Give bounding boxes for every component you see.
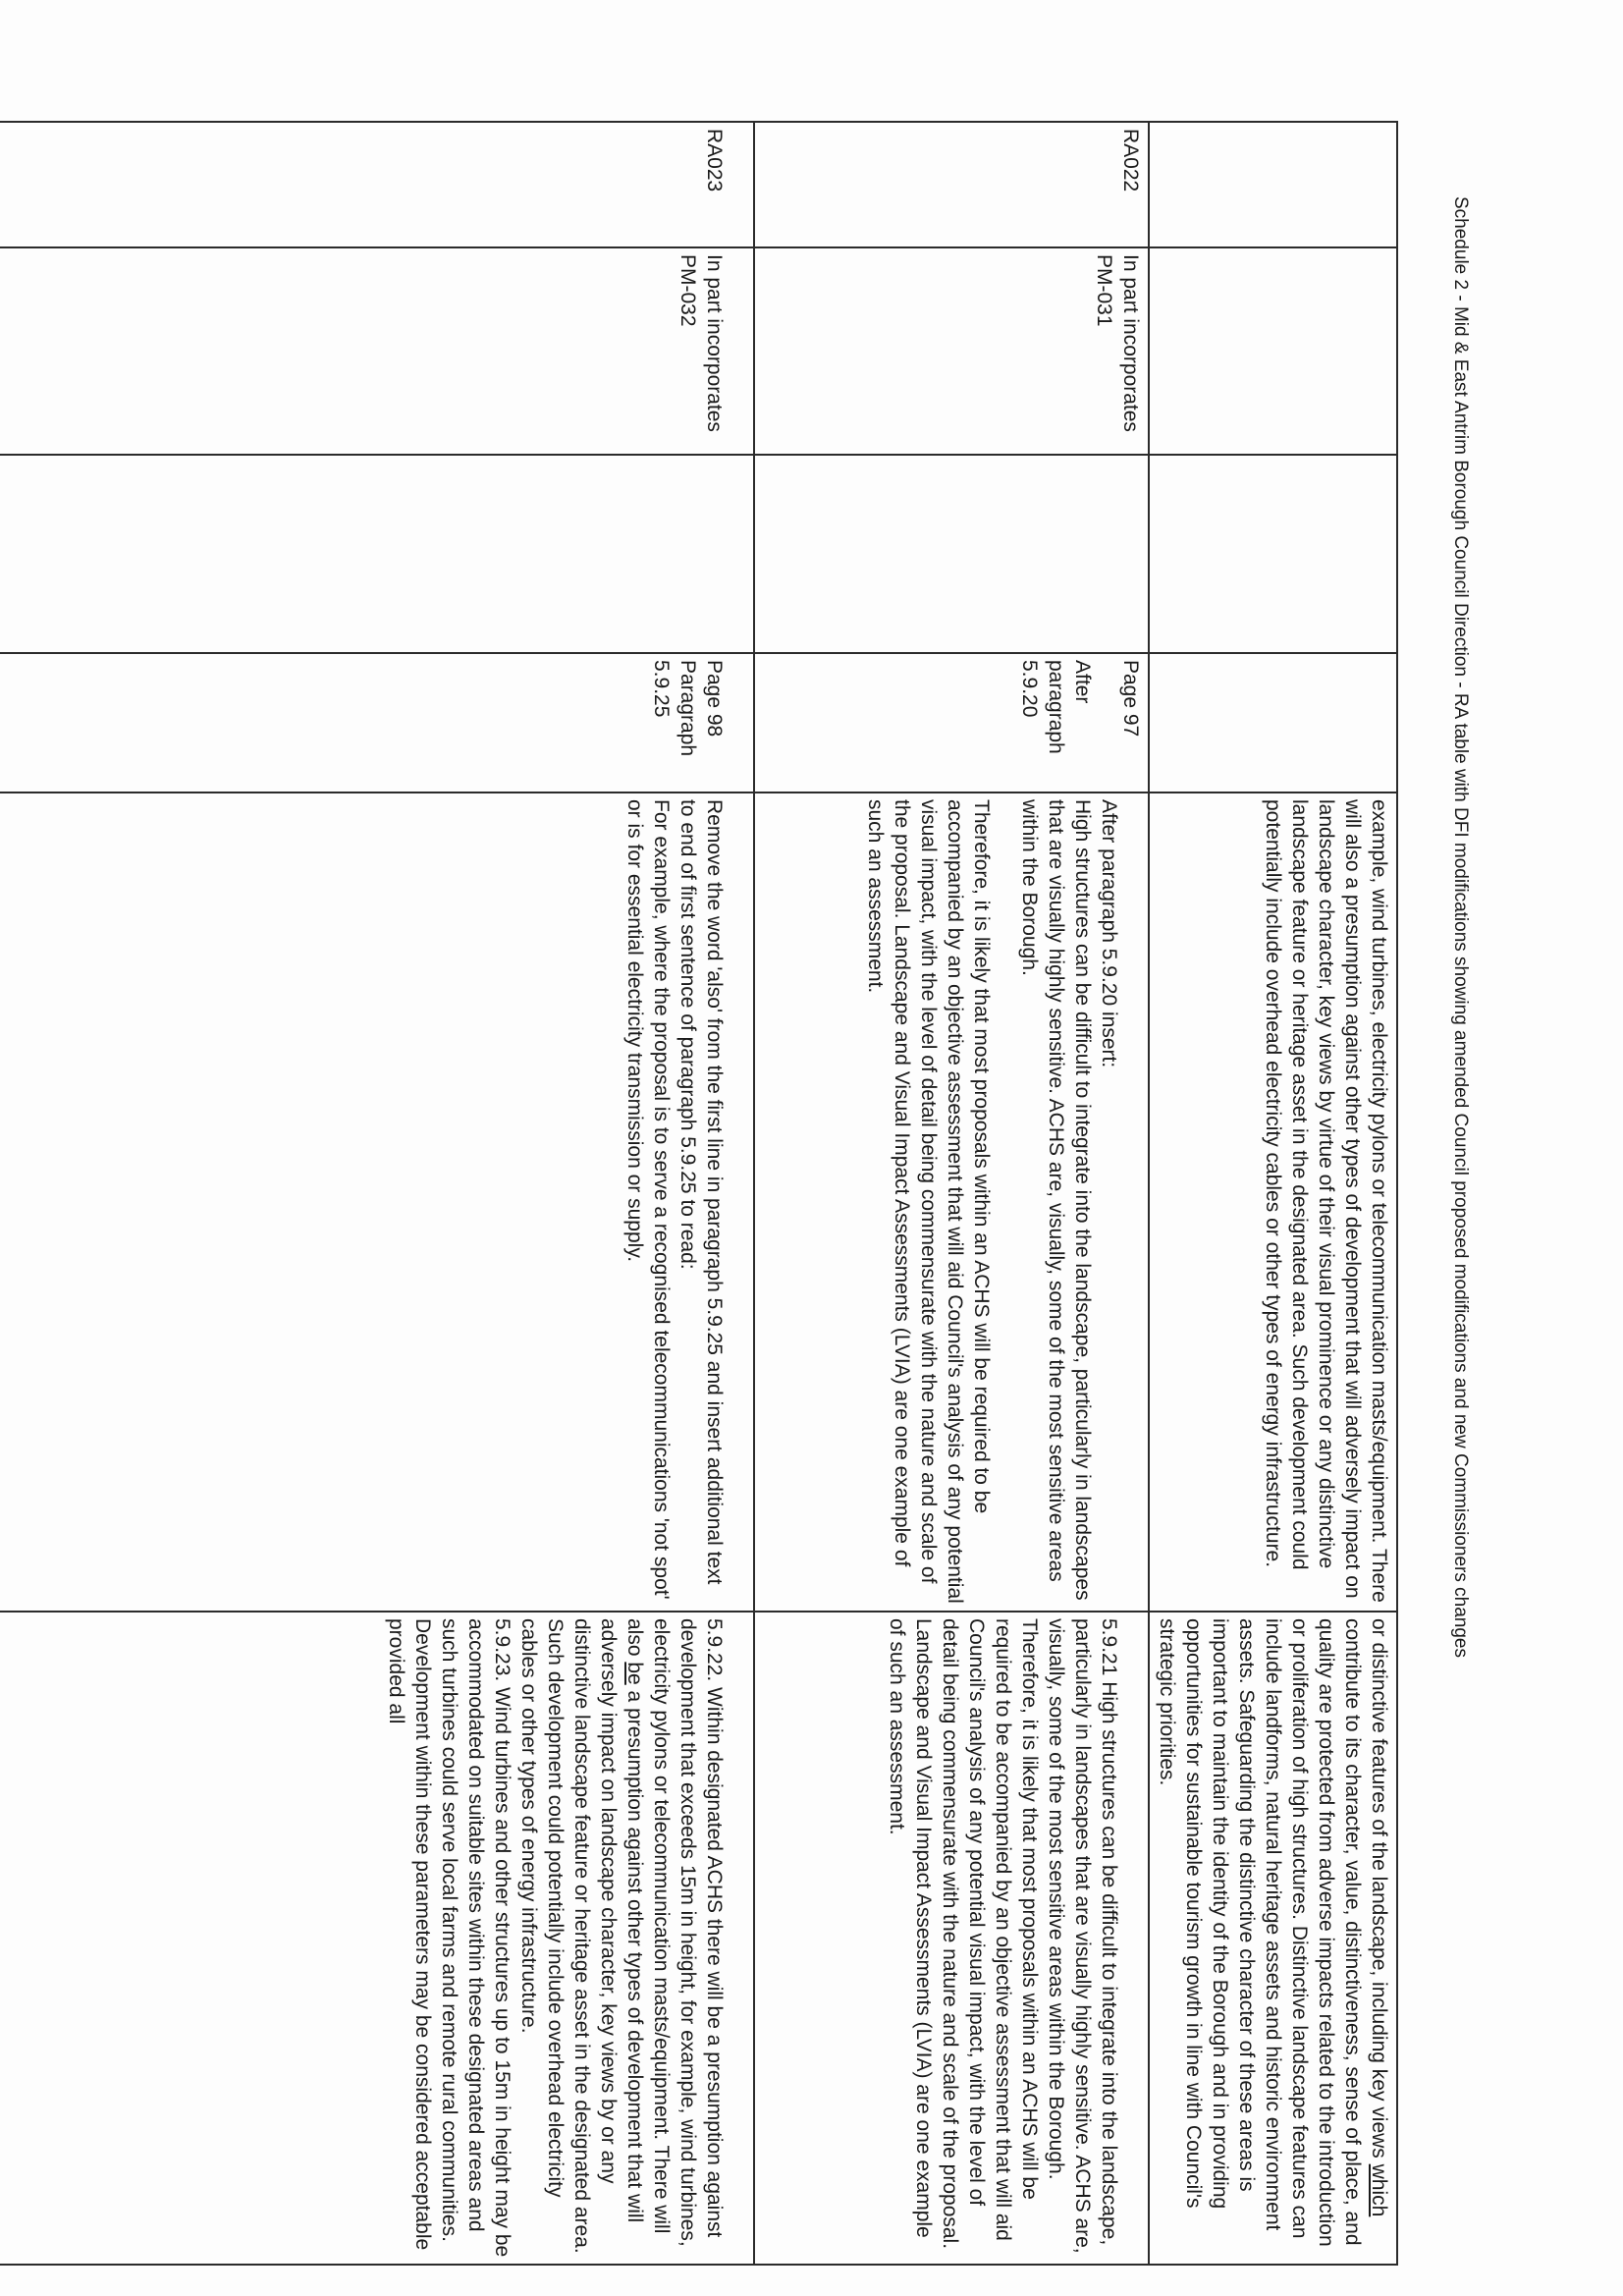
modifications-table-container [87,121,1398,2258]
modification-text: Therefore, it is likely that most proposals within an ACHS will be required to be accompanied by an objective assessment that will aid Council's analysis of any potential visual impact, with the level of detail being commensurate with the nature and scale of the proposal. Landscape and Visual Impact Assessments (LVIA) are one example of such an assessment. [864,799,993,1604]
paragraph-location: Paragraph 5.9.25 [650,660,699,757]
amended-text-cell [1149,1612,1397,2265]
row-reference: In part incorporates PM-031 [1093,254,1142,432]
page-title: Schedule 2 - Mid & East Antrim Borough Council Direction - RA table with DFI modifications showing amended Council proposed modifications and new Commissioners changes [1450,196,1471,1659]
page-reference: Page 98 [703,660,726,738]
modification-text: After paragraph 5.9.20 insert: [1098,799,1120,1068]
reference-cell [1149,247,1397,455]
modification-cell [0,793,754,1612]
amended-text: 5.9.22. Within designated ACHS there will be a presumption against development that exceeds 15m in height, for example, wind turbines, electricity pylons or telecommunication masts/equipment. There will also be a presumption against other types of development that will adversely impact on landscape character, key views by or any distinctive landscape feature or heritage asset in the designated area. Such development could potentially include overhead electricity cables or other types of energy infrastructure. [517,1618,726,2254]
location-cell [1149,653,1397,793]
location-cell [0,653,754,793]
amended-text-cell [754,1612,1149,2265]
amended-text: or distinctive features of the landscape, including key views which contribute to its character, value, distinctiveness, sense of place, and quality are protected from adverse impacts related to the introduction or proliferation of high structures. Distinctive landscape features can include landforms, natural heritage assets and historic environment assets. Safeguarding the distinctive character of these areas is important to maintain the identity of the Borough and in providing opportunities for sustainable tourism growth in line with Council's strategic priorities. [1156,1618,1390,2247]
blank-cell [0,455,754,653]
reference-cell [754,247,1149,455]
table-row [0,122,754,2265]
row-id: RA023 [703,129,726,192]
modification-text: High structures can be difficult to integrate into the landscape, particularly in landscapes that are visually highly sensitive. ACHS are, visually, some of the most sensitive areas within the Borough. [1018,799,1094,1601]
blank-cell [754,455,1149,653]
blank-cell [1149,455,1397,653]
id-cell [1149,122,1397,247]
row-reference: In part incorporates PM-032 [676,254,726,432]
page-reference: Page 97 [1119,660,1142,738]
modification-text: For example, where the proposal is to serve a recognised telecommunications 'not spot' or is for essential electricity transmission or supply. [623,799,673,1600]
modification-cell [1149,793,1397,1612]
modification-text: example, wind turbines, electricity pylons or telecommunication masts/equipment. There will also a presumption against other types of development that will adversely impact on landscape character, key views by virtue of their visual prominence or any distinctive landscape feature or heritage asset in the designated area. Such development could potentially include overhead electricity cables or other types of energy infrastructure. [1262,799,1390,1603]
amended-text: 5.9.23. Wind turbines and other structures up to 15m in height may be accommodated on suitable sites within these designated areas and such turbines could serve local farms and remote rural communities. Development within these parameters may be considered acceptable provided all [385,1618,514,2258]
table-row [754,122,1149,2265]
modification-cell [754,793,1149,1612]
amended-text: 5.9.21 High structures can be difficult to integrate into the landscape, particularly in landscapes that are visually highly sensitive. ACHS are, visually, some of the most sensitive areas within the Borough. Therefore, it is likely that most proposals within an ACHS will be required to be accompanied by an objective assessment that will aid Council's analysis of any potential visual impact, with the level of detail being commensurate with the nature and scale of the proposal. Landscape and Visual Impact Assessments (LVIA) are one example of such an assessment. [886,1618,1120,2254]
reference-cell [0,247,754,455]
table-row [1149,122,1397,2265]
row-id: RA022 [1119,129,1142,192]
location-cell [754,653,1149,793]
paragraph-location: After paragraph 5.9.20 [1018,660,1094,754]
modifications-table [0,121,1398,2266]
id-cell [0,122,754,247]
modification-text: Remove the word 'also' from the first line in paragraph 5.9.25 and insert additional text to end of first sentence of paragraph 5.9.25 to read: [676,799,726,1585]
id-cell [754,122,1149,247]
amended-text-cell [0,1612,754,2265]
